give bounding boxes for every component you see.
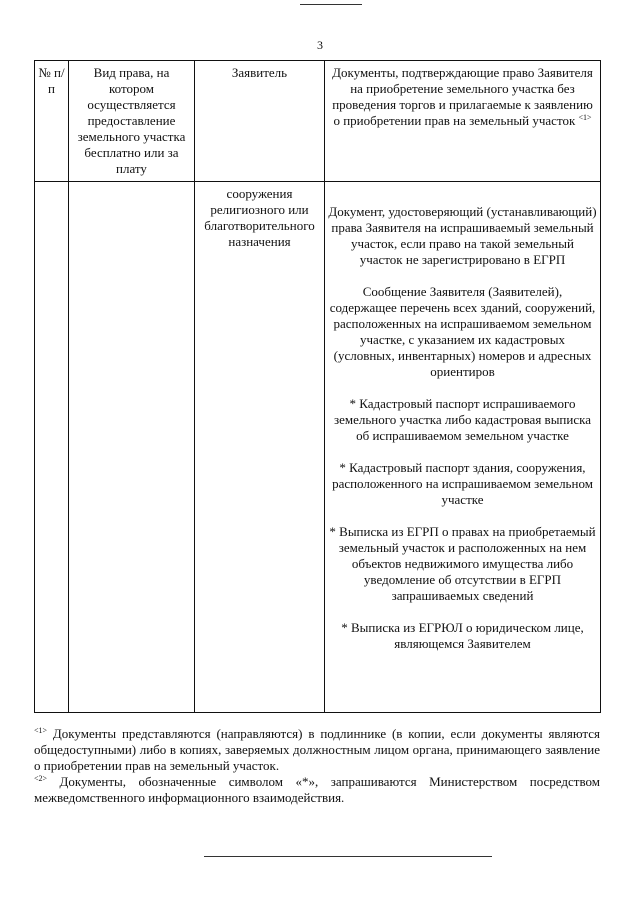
header-number: № п/п [35, 61, 69, 182]
document-item: Документ, удостоверяющий (устанавливающий) права Заявителя на испрашиваемый земельный участок, если право на такой земельный участок не зарегистрировано в ЕГРП [328, 204, 597, 267]
footnote-text: Документы представляются (направляются) в подлиннике (в копии, если документы являются общедоступными) либо в копиях, заверяемых должностным лицом органа, принимающего заявление о приобретении прав на земельный участок. [34, 726, 600, 773]
document-item: Сообщение Заявителя (Заявителей), содержащее перечень всех зданий, сооружений, расположенных на испрашиваемом земельном участке, с указанием их кадастровых (условных, инвентарных) номеров и адресных ориентиров [329, 284, 596, 379]
header-right-type: Вид права, на котором осуществляется предоставление земельного участка бесплатно или за плату [69, 61, 195, 182]
header-documents [325, 61, 601, 182]
cell-applicant: сооружения религиозного или благотворительного назначения [195, 182, 325, 713]
header-documents-text: Документы, подтверждающие право Заявителя на приобретение земельного участка без проведения торгов и прилагаемые к заявлению о приобретении прав на земельный участок [332, 65, 593, 128]
document-item: * Кадастровый паспорт здания, сооружения, расположенного на испрашиваемом земельном участке [332, 460, 593, 507]
table-header-row [35, 61, 601, 182]
header-applicant: Заявитель [195, 61, 325, 182]
document-item: * Выписка из ЕГРЮЛ о юридическом лице, являющемся Заявителем [341, 620, 584, 651]
footnote-1 [34, 726, 600, 774]
document-item: * Кадастровый паспорт испрашиваемого земельного участка либо кадастровая выписка об испрашиваемом земельном участке [333, 396, 592, 443]
footnote-marker: <1> [34, 726, 48, 735]
cell-right-type [69, 182, 195, 713]
document-item: * Выписка из ЕГРП о правах на приобретаемый земельный участок и расположенных на нем объектов недвижимого имущества либо уведомление об отсутствии в ЕГРП запрашиваемых сведений [329, 524, 596, 603]
footnote-2 [34, 774, 600, 806]
footnote-marker: <2> [34, 774, 48, 783]
footnote-text: Документы, обозначенные символом «*», запрашиваются Министерством посредством межведомственного информационного взаимодействия. [34, 774, 600, 805]
footnotes [34, 726, 600, 806]
footnote-ref-1: <1> [578, 113, 592, 122]
cell-number [35, 182, 69, 713]
documents-table [34, 60, 601, 713]
bottom-rule [204, 856, 492, 857]
page-number: 3 [317, 38, 323, 52]
top-rule [300, 4, 362, 5]
table-row [35, 182, 601, 713]
cell-documents [325, 182, 601, 713]
